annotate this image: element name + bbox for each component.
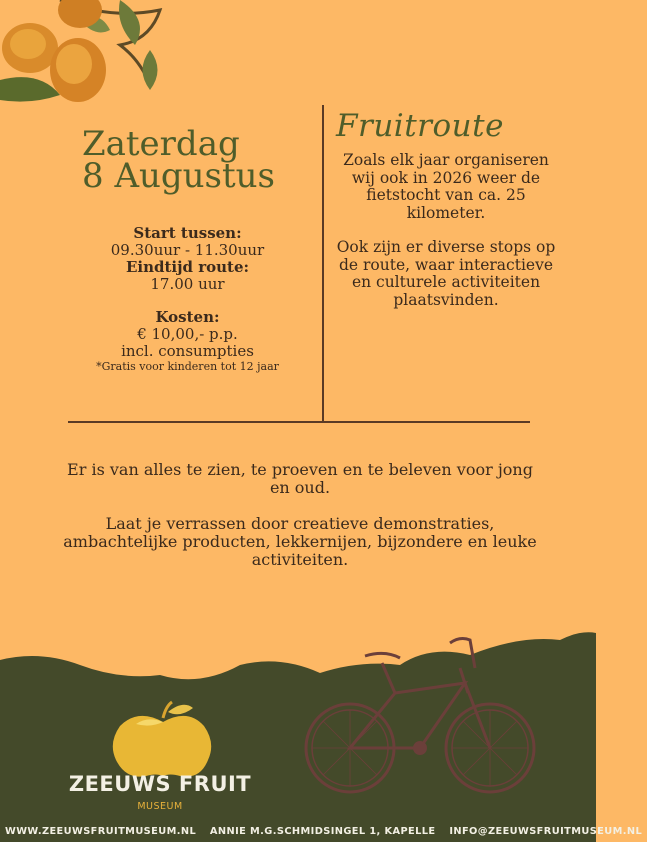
body-paragraph-1: Er is van alles te zien, te proeven en te beleven voor jong en oud. bbox=[67, 460, 533, 497]
cost-value: € 10,00,- p.p. bbox=[137, 325, 238, 343]
end-label: Eindtijd route: bbox=[125, 258, 250, 276]
free-note: *Gratis voor kinderen tot 12 jaar bbox=[96, 360, 279, 373]
event-day: Zaterdag bbox=[82, 124, 240, 164]
event-date-heading bbox=[82, 124, 322, 196]
route-title: Fruitroute bbox=[336, 108, 504, 144]
route-paragraph-1: Zoals elk jaar organiseren wij ook in 2026 weer de fietstocht van ca. 25 kilometer. bbox=[343, 151, 549, 222]
logo-subtitle: MUSEUM bbox=[137, 801, 183, 812]
footer bbox=[0, 826, 643, 837]
pears-illustration bbox=[0, 0, 170, 120]
logo-name: ZEEUWS FRUIT bbox=[68, 772, 252, 796]
route-paragraph-2: Ook zijn er diverse stops op de route, waar interactieve en culturele activiteiten plaatsvinden. bbox=[336, 238, 556, 309]
body-text bbox=[60, 461, 540, 569]
start-label: Start tussen: bbox=[133, 224, 242, 242]
route-description bbox=[332, 152, 560, 309]
end-value: 17.00 uur bbox=[150, 275, 225, 293]
bicycle-illustration bbox=[300, 628, 540, 798]
cost-note: incl. consumpties bbox=[121, 342, 254, 360]
event-date: 8 Augustus bbox=[82, 156, 276, 196]
body-paragraph-2: Laat je verrassen door creatieve demonstraties, ambachtelijke producten, lekkernijen, bijzondere en leuke activiteiten. bbox=[63, 514, 537, 569]
cost-label: Kosten: bbox=[155, 308, 220, 326]
footer-address: ANNIE M.G.SCHMIDSINGEL 1, KAPELLE bbox=[209, 826, 436, 837]
start-value: 09.30uur - 11.30uur bbox=[110, 241, 265, 259]
vertical-divider bbox=[322, 105, 324, 422]
footer-email[interactable]: INFO@ZEEUWSFRUITMUSEUM.NL bbox=[449, 826, 643, 837]
footer-website[interactable]: WWW.ZEEUWSFRUITMUSEUM.NL bbox=[5, 826, 197, 837]
apple-icon bbox=[98, 698, 228, 818]
event-details bbox=[70, 225, 305, 374]
horizontal-divider bbox=[68, 421, 530, 423]
